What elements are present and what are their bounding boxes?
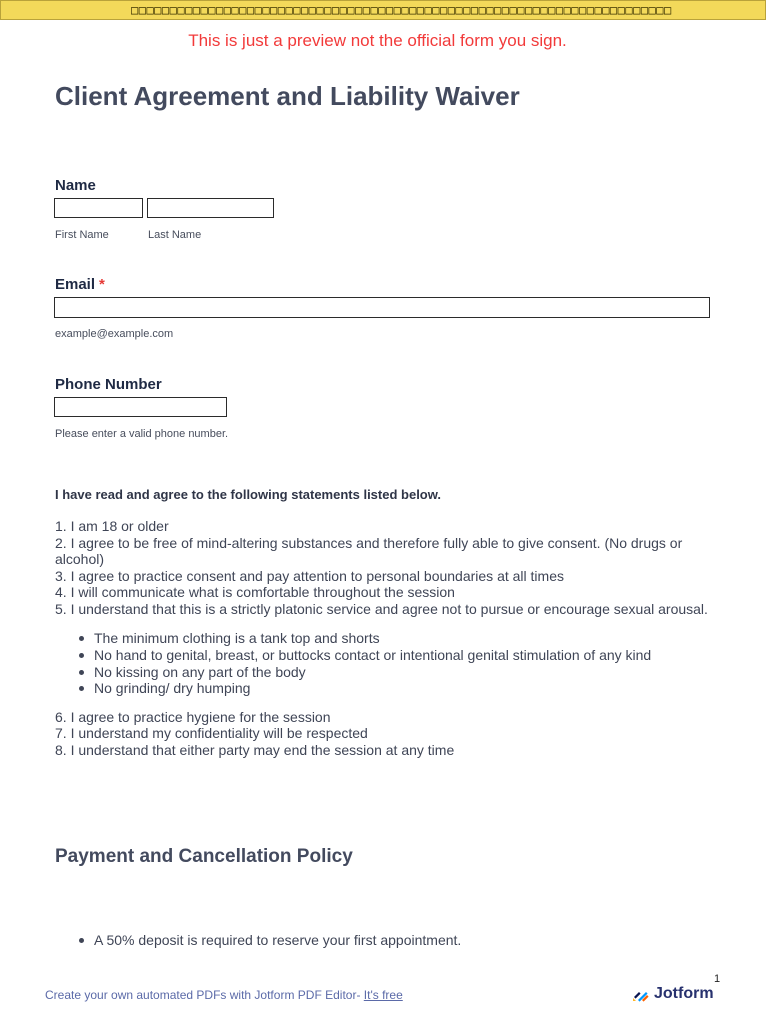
statement-item: 3. I agree to practice consent and pay attention to personal boundaries at all times — [55, 568, 564, 584]
statement-item: 6. I agree to practice hygiene for the session — [55, 709, 331, 725]
last-name-hint: Last Name — [148, 229, 202, 241]
jotform-logo[interactable] — [632, 985, 714, 1003]
email-input[interactable] — [54, 297, 710, 318]
statement-item: 4. I will communicate what is comfortable throughout the session — [55, 584, 455, 600]
jotform-brand: Jotform — [654, 985, 714, 1002]
its-free-link[interactable]: It's free — [363, 988, 403, 1002]
top-banner — [0, 0, 766, 20]
email-hint: example@example.com — [55, 328, 174, 340]
page-number: 1 — [714, 973, 721, 985]
first-name-hint: First Name — [55, 229, 109, 241]
preview-notice: This is just a preview not the official form you sign. — [188, 31, 567, 50]
footer-promo-text: Create your own automated PDFs with Jotform PDF Editor- — [45, 988, 364, 1002]
form-title: Client Agreement and Liability Waiver — [55, 81, 520, 111]
rule-item: No grinding/ dry humping — [94, 680, 734, 696]
first-name-input[interactable] — [54, 198, 143, 218]
payment-item: A 50% deposit is required to reserve your first appointment. — [94, 932, 734, 948]
banner-text: □□□□□□□□□□□□□□□□□□□□□□□□□□□□□□□□□□□□□□□□□□□□□□□□□□□□□□□□□□□□□□□□□□□□□□ — [131, 3, 672, 17]
email-label — [55, 276, 105, 293]
last-name-input[interactable] — [147, 198, 274, 218]
rule-item: The minimum clothing is a tank top and shorts — [94, 630, 734, 646]
phone-hint: Please enter a valid phone number. — [55, 428, 229, 440]
jotform-logo-icon — [632, 986, 650, 1002]
statement-item: 7. I understand my confidentiality will be respected — [55, 725, 368, 741]
statement-item: 5. I understand that this is a strictly platonic service and agree not to pursue or encourage sexual arousal. — [55, 601, 708, 617]
phone-input[interactable] — [54, 397, 227, 417]
footer-promo — [45, 988, 403, 1002]
name-label: Name — [55, 177, 96, 194]
required-mark: * — [99, 276, 105, 293]
payment-section-title: Payment and Cancellation Policy — [55, 846, 353, 867]
rule-item: No hand to genital, breast, or buttocks contact or intentional genital stimulation of any kind — [94, 647, 734, 663]
phone-label: Phone Number — [55, 376, 162, 393]
email-label-text: Email — [55, 276, 96, 293]
rule-item: No kissing on any part of the body — [94, 664, 734, 680]
statement-item: 8. I understand that either party may end the session at any time — [55, 742, 455, 758]
statement-item: 2. I agree to be free of mind-altering substances and therefore fully able to give consent. (No drugs or alcohol) — [55, 535, 683, 567]
statements-heading: I have read and agree to the following statements listed below. — [55, 487, 441, 502]
statement-item: 1. I am 18 or older — [55, 518, 169, 534]
